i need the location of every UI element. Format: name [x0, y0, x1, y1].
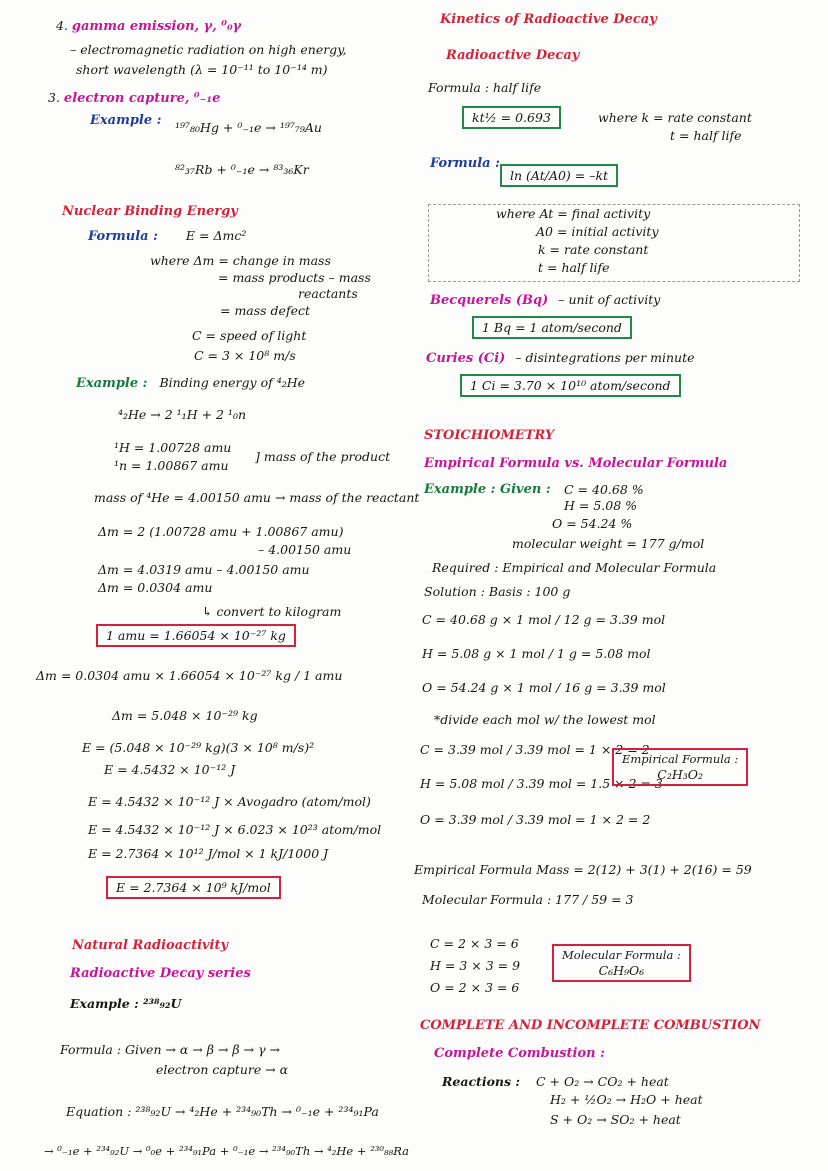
stoich-ratio-c: C = 3.39 mol / 3.39 mol = 1 × 2 = 2 [420, 742, 650, 757]
binding-conv-2: Δm = 5.048 × 10⁻²⁹ kg [112, 708, 258, 723]
stoich-given-4: molecular weight = 177 g/mol [512, 536, 705, 551]
kinetics-f1-where-1: where k = rate constant [598, 110, 752, 125]
stoich-mol-o: O = 2 × 3 = 6 [430, 980, 520, 995]
natural-example: Example : ²³⁸₉₂U [70, 996, 182, 1011]
binding-reaction-3: ¹n = 1.00867 amu [114, 458, 229, 473]
decay-where-1: where At = final activity [496, 206, 651, 221]
kinetics-title: Kinetics of Radioactive Decay [440, 12, 657, 27]
stoich-calc-h: H = 5.08 g × 1 mol / 1 g = 5.08 mol [422, 646, 651, 661]
kinetics-formula-1-label: Formula : half life [428, 80, 542, 95]
binding-formula: Formula : E = Δmc² [88, 228, 247, 244]
stoich-mol-c: C = 2 × 3 = 6 [430, 936, 519, 951]
binding-delta-3: Δm = 4.0319 amu – 4.00150 amu [98, 562, 310, 577]
binding-c-2: C = 3 × 10⁸ m/s [194, 348, 296, 363]
stoich-molecular-formula: Molecular Formula : 177 / 59 = 3 [422, 892, 634, 907]
capture-eq-2: ⁸²₃₇Rb + ⁰₋₁e → ⁸³₃₆Kr [175, 162, 309, 177]
decay-where-3: k = rate constant [538, 242, 649, 257]
combustion-eq-2: H₂ + ½O₂ → H₂O + heat [550, 1092, 703, 1107]
stoich-ratio-h: H = 5.08 mol / 3.39 mol = 1.5 × 2 = 3 [420, 776, 663, 791]
natural-equation: Equation : ²³⁸₉₂U → ⁴₂He + ²³⁴₉₀Th → ⁰₋₁e + ²³⁴₉₁Pa [66, 1104, 379, 1119]
capture-heading: 3. electron capture, ⁰₋₁e [48, 90, 221, 106]
energy-result-box: E = 2.7364 × 10⁹ kJ/mol [106, 876, 281, 899]
gamma-heading: 4. gamma emission, γ, ⁰₀γ [56, 18, 242, 34]
binding-where-4: = mass defect [220, 303, 311, 318]
binding-delta-4: Δm = 0.0304 amu [98, 580, 213, 595]
stoich-given-3: O = 54.24 % [552, 516, 633, 531]
stoich-calc-o: O = 54.24 g × 1 mol / 16 g = 3.39 mol [422, 680, 666, 695]
stoich-example-label: Example : Given : [424, 482, 551, 497]
becquerel-box: 1 Bq = 1 atom/second [472, 316, 632, 339]
binding-energy-4: E = 4.5432 × 10⁻¹² J × 6.023 × 10²³ atom/mol [88, 822, 382, 837]
stoich-given-2: H = 5.08 % [564, 498, 638, 513]
stoich-given-1: C = 40.68 % [564, 482, 644, 497]
decay-formula-box: ln (At/A0) = –kt [500, 164, 618, 187]
binding-c-1: C = speed of light [192, 328, 307, 343]
stoich-mol-h: H = 3 × 3 = 9 [430, 958, 521, 973]
combustion-title: COMPLETE AND INCOMPLETE COMBUSTION [420, 1018, 761, 1033]
capture-example-label: Example : [90, 113, 162, 128]
binding-delta-5: ↳ convert to kilogram [202, 604, 342, 619]
kinetics-sub: Radioactive Decay [446, 48, 580, 63]
decay-where-4: t = half life [538, 260, 610, 275]
binding-where-1: where Δm = change in mass [150, 253, 331, 268]
binding-reaction-2: ¹H = 1.00728 amu [114, 440, 232, 455]
binding-conv-1: Δm = 0.0304 amu × 1.66054 × 10⁻²⁷ kg / 1 amu [36, 668, 343, 683]
binding-energy-3: E = 4.5432 × 10⁻¹² J × Avogadro (atom/mol) [88, 794, 371, 809]
amu-conversion-box: 1 amu = 1.66054 × 10⁻²⁷ kg [96, 624, 296, 647]
binding-title: Nuclear Binding Energy [62, 204, 238, 219]
becquerel-line: Becquerels (Bq) – unit of activity [430, 292, 661, 308]
kinetics-f1-where-2: t = half life [670, 128, 742, 143]
combustion-eq-3: S + O₂ → SO₂ + heat [550, 1112, 681, 1127]
molecular-formula-box: Molecular Formula : C₆H₉O₆ [552, 944, 691, 982]
binding-where-3: reactants [298, 286, 358, 301]
natural-series: Radioactive Decay series [70, 966, 251, 981]
binding-reaction-1: ⁴₂He → 2 ¹₁H + 2 ¹₀n [118, 407, 247, 422]
natural-equation-2: → ⁰₋₁e + ²³⁴₉₂U → ⁰₀e + ²³⁴₉₁Pa + ⁰₋₁e → ²³⁴₉₀Th → ⁴₂He + ²³⁰₈₈Ra [44, 1144, 410, 1158]
decay-where-2: A0 = initial activity [536, 224, 659, 239]
half-life-box: kt½ = 0.693 [462, 106, 561, 129]
binding-example: Example : Binding energy of ⁴₂He [76, 375, 306, 391]
natural-formula: Formula : Given → α → β → β → γ → [60, 1042, 280, 1057]
binding-mass-line: mass of ⁴He = 4.00150 amu → mass of the reactant [94, 490, 420, 505]
stoich-empirical-mass: Empirical Formula Mass = 2(12) + 3(1) + 2(16) = 59 [414, 862, 752, 877]
stoich-sub: Empirical Formula vs. Molecular Formula [424, 456, 728, 471]
empirical-formula-box: Empirical Formula : C₂H₃O₂ [612, 748, 748, 786]
stoich-solution: Solution : Basis : 100 g [424, 584, 571, 599]
natural-title: Natural Radioactivity [72, 938, 229, 953]
curie-line: Curies (Ci) – disintegrations per minute [426, 350, 695, 366]
curie-box: 1 Ci = 3.70 × 10¹⁰ atom/second [460, 374, 681, 397]
stoich-calc-c: C = 40.68 g × 1 mol / 12 g = 3.39 mol [422, 612, 666, 627]
stoich-title: STOICHIOMETRY [424, 428, 555, 443]
binding-delta-2: – 4.00150 amu [258, 542, 352, 557]
gamma-desc-1: – electromagnetic radiation on high energy, [70, 42, 347, 57]
binding-where-2: = mass products – mass [218, 270, 371, 285]
natural-formula-2: electron capture → α [156, 1062, 289, 1077]
binding-energy-1: E = (5.048 × 10⁻²⁹ kg)(3 × 10⁸ m/s)² [82, 740, 315, 755]
binding-reaction-note: ] mass of the product [255, 449, 391, 464]
stoich-divide-note: *divide each mol w/ the lowest mol [434, 712, 656, 727]
kinetics-formula-2-label: Formula : [430, 156, 500, 171]
stoich-required: Required : Empirical and Molecular Formula [432, 560, 717, 575]
combustion-reactions: Reactions : C + O₂ → CO₂ + heat [442, 1074, 669, 1089]
stoich-ratio-o: O = 3.39 mol / 3.39 mol = 1 × 2 = 2 [420, 812, 651, 827]
capture-eq-1: ¹⁹⁷₈₀Hg + ⁰₋₁e → ¹⁹⁷₇₉Au [175, 120, 322, 135]
binding-energy-5: E = 2.7364 × 10¹² J/mol × 1 kJ/1000 J [88, 846, 329, 861]
combustion-sub: Complete Combustion : [434, 1046, 605, 1061]
gamma-desc-2: short wavelength (λ = 10⁻¹¹ to 10⁻¹⁴ m) [76, 62, 328, 77]
binding-energy-2: E = 4.5432 × 10⁻¹² J [104, 762, 236, 777]
binding-delta-1: Δm = 2 (1.00728 amu + 1.00867 amu) [98, 524, 344, 539]
